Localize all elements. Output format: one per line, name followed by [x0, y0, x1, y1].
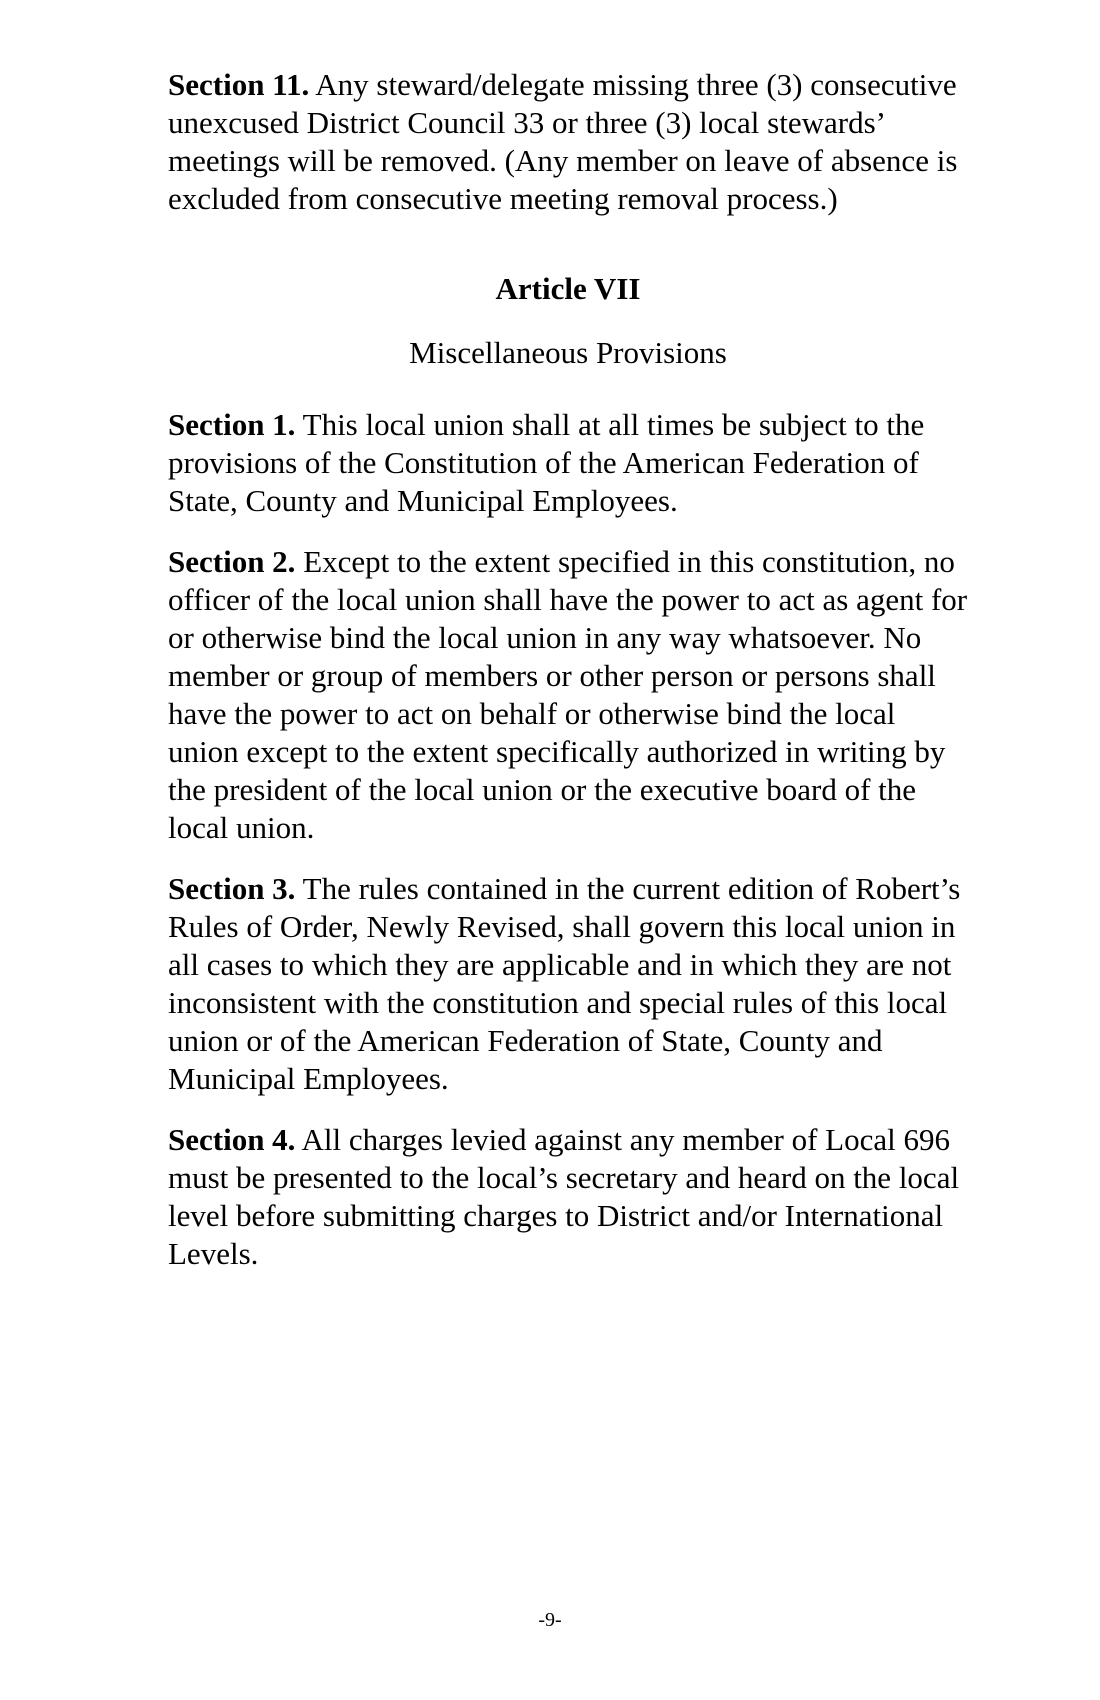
section-2-text: Except to the extent specified in this constitution, no officer of the local union shall have the power to act as agent for or otherwise bind the local union in any way whatsoever. No member or group of members or other person or persons shall have the power to act on behalf or otherwise bind the local union except to the extent specifically authorized in writing by the president of the local union or the executive board of the local union. — [168, 544, 968, 845]
section-2-label: Section 2. — [168, 544, 296, 579]
section-11-label: Section 11. — [168, 67, 310, 102]
document-body — [168, 66, 968, 1296]
section-11-paragraph — [168, 66, 968, 218]
article-subtitle: Miscellaneous Provisions — [409, 335, 727, 370]
section-1-label: Section 1. — [168, 407, 296, 442]
section-1-text: This local union shall at all times be subject to the provisions of the Constitution of the American Federation of State, County and Municipal Employees. — [168, 407, 925, 518]
article-section-3 — [168, 870, 968, 1098]
article-section-4 — [168, 1121, 968, 1273]
article-section-2 — [168, 543, 968, 847]
section-4-label: Section 4. — [168, 1122, 296, 1157]
section-11-text: Any steward/delegate missing three (3) consecutive unexcused District Council 33 or three (3) local stewards’ meetings will be removed. (Any member on leave of absence is excluded from consecutive meeting removal process.) — [168, 67, 958, 216]
section-4-text: All charges levied against any member of Local 696 must be presented to the local’s secretary and heard on the local level before submitting charges to District and/or International Levels. — [168, 1122, 960, 1271]
article-heading: Article VII — [495, 271, 641, 306]
article-section-1 — [168, 406, 968, 520]
page-number: -9- — [538, 1609, 562, 1631]
section-3-label: Section 3. — [168, 871, 296, 906]
section-3-text: The rules contained in the current edition of Robert’s Rules of Order, Newly Revised, shall govern this local union in all cases to which they are applicable and in which they are not inconsistent with the constitution and special rules of this local union or of the American Federation of State, County and Municipal Employees. — [168, 871, 961, 1096]
